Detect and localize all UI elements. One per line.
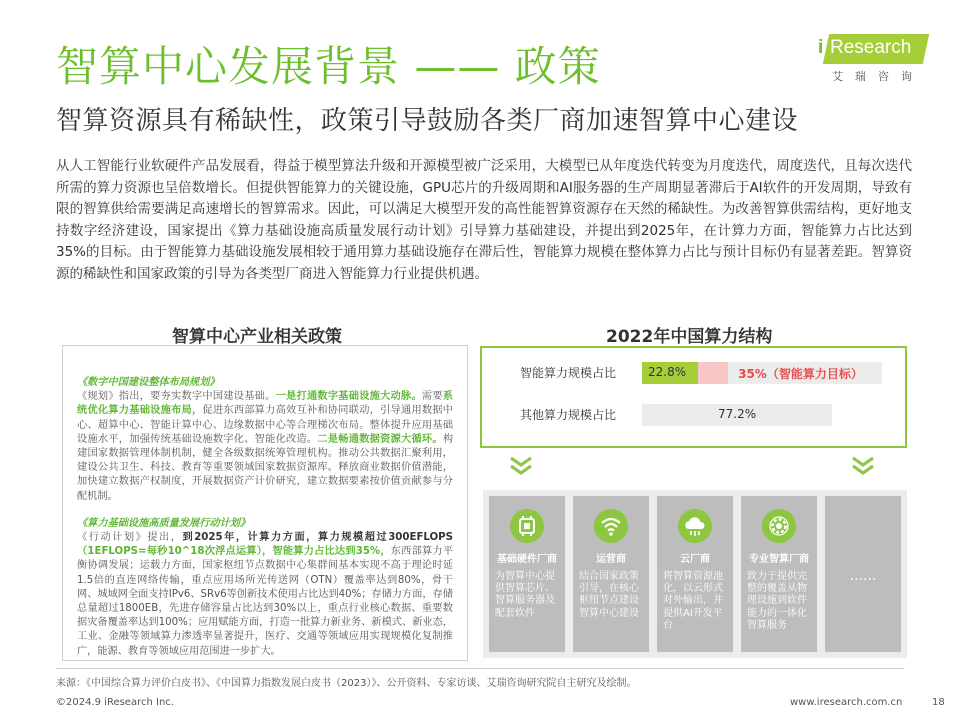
policy-box xyxy=(62,345,468,661)
vendor-desc: 为智算中心提供智算芯片、智算服务器及配套软件 xyxy=(495,571,555,619)
value-label-other: 77.2% xyxy=(718,407,757,421)
website-link[interactable]: www.iresearch.com.cn xyxy=(790,697,903,708)
source-note: 来源：《中国综合算力评价白皮书》、《中国算力指数发展白皮书（2023）》、公开资料、专家访谈、艾瑞咨询研究院自主研究及绘制。 xyxy=(56,678,637,689)
gear-icon xyxy=(761,508,797,544)
policy-digital-china: 《数字中国建设整体布局规划》 《规划》指出，要夯实数字中国建设基础。一是打通数字基础设施大动脉。需要系统优化算力基础设施布局，促进东西部算力高效互补和协同联动，引导通用数据中心、超算中心、智能计算中心、边缘数据中心等合理梯次布局。整体提升应用基础设施水平，加强传统基础设施数字化、智能化改造。二是畅通数据资源大循环。构建国家数据管理体制机制，健全各级数据统筹管理机构。推动公共数据汇聚利用，建设公共卫生、科技、教育等重要领域国家数据资源库。释放商业数据价值潜能，加快建立数据产权制度，开展数据资产计价研究，建立数据要素按价值贡献参与分配机制。 xyxy=(77,377,454,502)
footer-divider xyxy=(56,668,904,669)
bar-smart-target-gap xyxy=(698,362,728,384)
bar-label-other: 其他算力规模占比 xyxy=(520,408,617,422)
vendor-types-panel xyxy=(483,490,907,658)
value-label-smart: 22.8% xyxy=(648,365,687,379)
vendor-desc: 结合国家政策引导，在核心枢纽节点建设智算中心建设 xyxy=(579,571,639,619)
vendor-desc: 致力于提供完整的覆盖从物理设施到软件能力的一体化智算服务 xyxy=(747,571,807,631)
vendor-name: 专业智算厂商 xyxy=(749,554,809,565)
iresearch-logo: i Research 艾瑞咨询 xyxy=(814,34,926,88)
vendor-name: 基础硬件厂商 xyxy=(497,554,557,565)
vendor-card-carrier xyxy=(573,496,649,652)
copyright: ©2024.9 iResearch Inc. xyxy=(56,697,174,708)
chip-icon xyxy=(509,508,545,544)
policy-compute-infrastructure: 《算力基础设施高质量发展行动计划》 《行动计划》提出，到2025年，计算力方面，算力规模超过300EFLOPS（1EFLOPS=每秒10^18次浮点运算），智能算力占比达到35%，东西部算力平衡协调发展；运载力方面，国家枢纽节点数据中心集群间基本实现不高于理论时延1.5倍的直连网络传输，重点应用场所光传送网（OTN）覆盖率达到80%，骨干网、城域网全面支持IPv6、SRv6等创新技术使用占比达到40%；存储力方面，存储总量超过1800EB，先进存储容量占比达到30%以上，重点行业核心数据、重要数据灾备覆盖率达到100%；应用赋能方面，打造一批算力新业务、新模式、新业态，工业、金融等领域算力渗透率显著提升，医疗、交通等领域应用实现规模化复制推广，能源、教育等领域应用范围进一步扩大。 xyxy=(77,517,454,657)
chart-title: 2022年中国算力结构 xyxy=(606,327,773,347)
vendor-card-specialist xyxy=(741,496,817,652)
page-subtitle: 智算资源具有稀缺性，政策引导鼓励各类厂商加速智算中心建设 xyxy=(56,106,799,136)
page-title: 智算中心发展背景 —— 政策 xyxy=(56,42,601,91)
vendor-name: 运营商 xyxy=(596,554,626,565)
vendor-desc: 将智算资源池化，以云形式对外输出，并提供AI开发平台 xyxy=(663,571,723,631)
cloud-icon xyxy=(677,508,713,544)
vendor-card-hardware xyxy=(489,496,565,652)
chevron-down-icon xyxy=(850,455,876,477)
compute-structure-chart xyxy=(480,346,907,448)
vendor-card-more xyxy=(825,496,901,652)
page-number: 18 xyxy=(932,697,945,708)
wifi-icon xyxy=(593,508,629,544)
vendor-card-cloud xyxy=(657,496,733,652)
target-label: 35%（智能算力目标） xyxy=(738,367,863,381)
policy-section-title: 智算中心产业相关政策 xyxy=(172,327,342,347)
bar-label-smart: 智能算力规模占比 xyxy=(520,366,617,380)
more-ellipsis: ······ xyxy=(849,572,877,588)
chevron-down-icon xyxy=(508,455,534,477)
intro-paragraph: 从人工智能行业软硬件产品发展看，得益于模型算法升级和开源模型被广泛采用，大模型已从年度迭代转变为月度迭代，周度迭代，且每次迭代所需的算力资源也呈倍数增长。但提供智能算力的关键设施，GPU芯片的升级周期和AI服务器的生产周期显著滞后于AI软件的开发周期，导致有限的智算供给需要满足高速增长的智算需求。因此，可以满足大模型开发的高性能智算资源存在天然的稀缺性。为改善智算供需结构，更好地支持数字经济建设，国家提出《算力基础设施高质量发展行动计划》引导算力基础建设，并提出到2025年，在计算力方面，智能算力占比达到35%的目标。由于智能算力基础设施发展相较于通用算力基础设施存在滞后性，智能算力规模在整体算力占比与预计目标仍有显著差距。智算资源的稀缺性和国家政策的引导为各类型厂商进入智能算力行业提供机遇。 xyxy=(56,158,912,282)
vendor-name: 云厂商 xyxy=(680,554,710,565)
